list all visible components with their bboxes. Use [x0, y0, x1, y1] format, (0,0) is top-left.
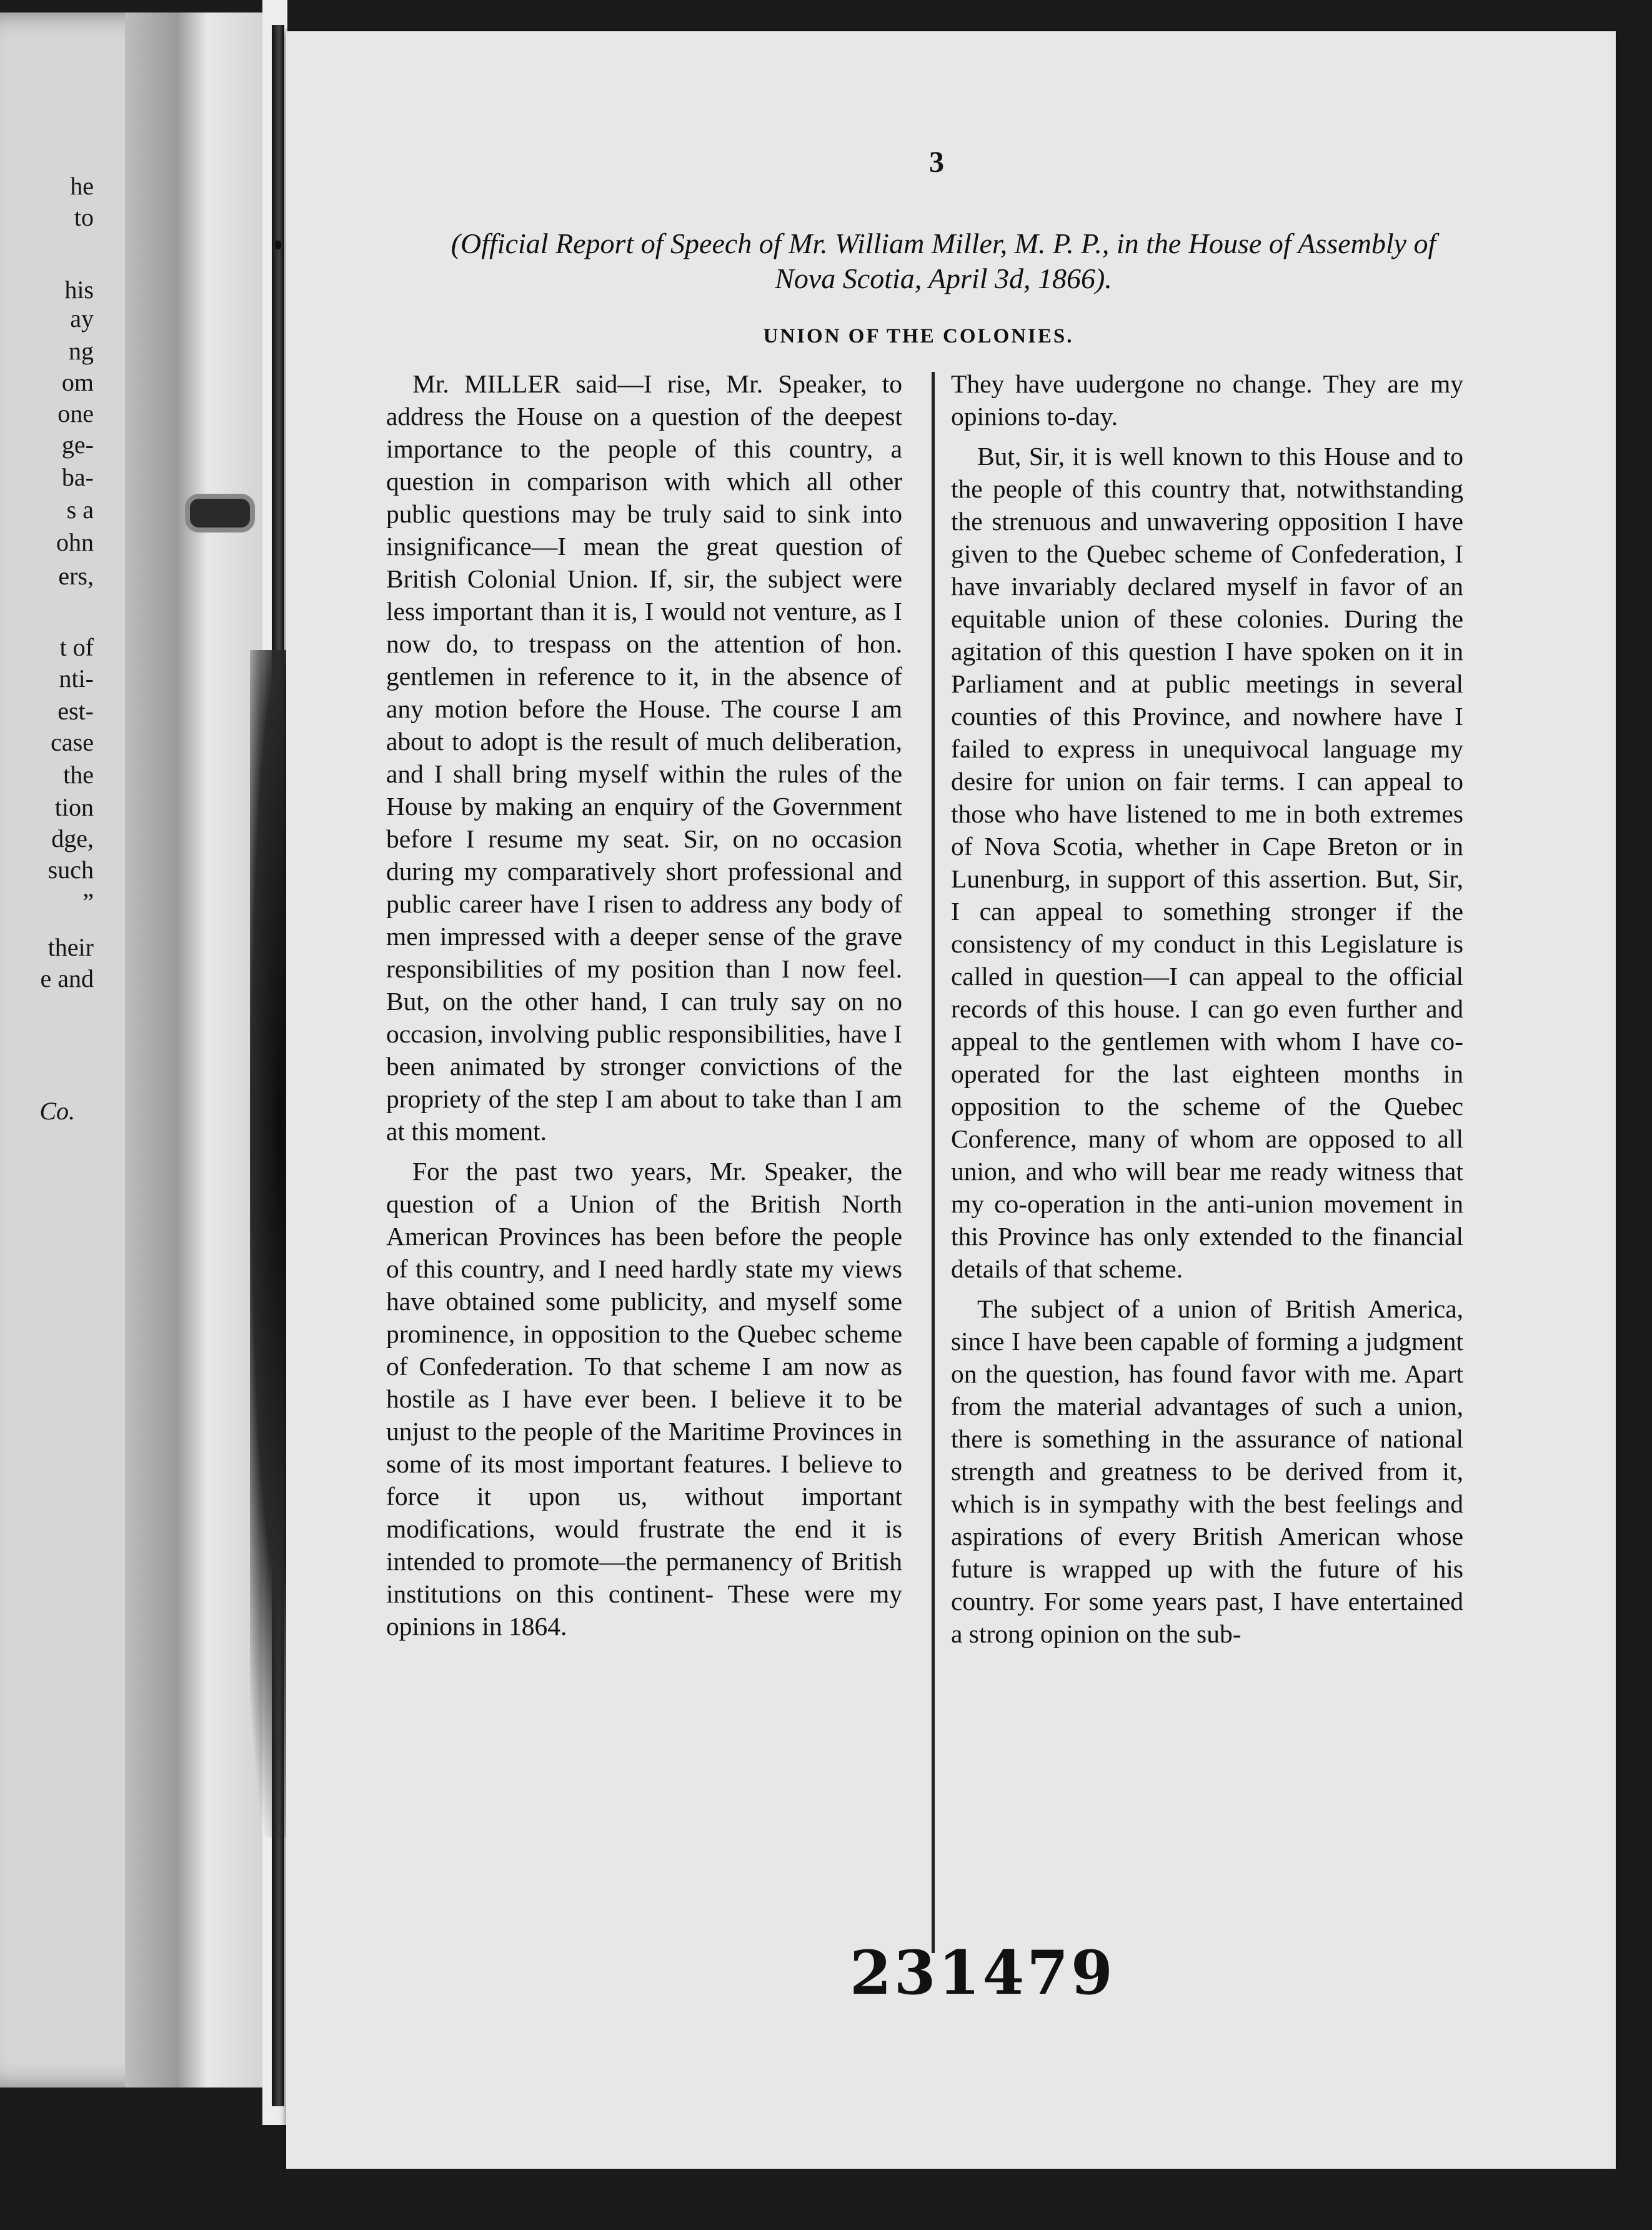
- scan-border: [0, 2169, 1652, 2230]
- left-text-fragment: ohn: [56, 528, 94, 556]
- left-text-fragment: ba-: [61, 463, 94, 491]
- left-text-fragment: such: [47, 856, 94, 884]
- staple-icon: [185, 494, 255, 532]
- left-text-fragment: his: [64, 276, 94, 304]
- left-text-fragment: ng: [69, 337, 94, 365]
- left-text-fragment: dge,: [51, 824, 94, 852]
- left-text-fragment: one: [57, 399, 94, 428]
- paragraph: But, Sir, it is well known to this House and to the people of this country that, notwithstanding the strenuous and unwavering opposition I have given to the Quebec scheme of Confederation, I have invariably declared myself in favor of an equitable union of these colonies. During the agitation of this question I have spoken on it in Parliament and at public meetings in several counties of this Province, and nowhere have I failed to express in unequivocal language my desire for union on fair terms. I can appeal to those who have listened to me in both extremes of Nova Scotia, whether in Cape Breton or in Lunenburg, in support of this assertion. But, Sir, I can appeal to something stronger if the consistency of my conduct in this Legislature is called in question—I can appeal to the official records of this house. I can go even further and appeal to the gentlemen with whom I have co-operated for the last eighteen months in opposition to the scheme of the Quebec Conference, many of whom are opposed to all union, and who will bear me ready witness that my co-operation in the anti-union movement in this Province has only extended to the financial details of that scheme.: [951, 442, 1463, 1283]
- left-text-fragment: case: [51, 728, 94, 756]
- left-text-fragment: to: [74, 203, 94, 231]
- left-text-fragment: s a: [66, 496, 94, 524]
- left-text-fragment: ”: [82, 888, 94, 916]
- left-text-fragment: tion: [54, 793, 94, 821]
- left-text-fragment: est-: [57, 697, 94, 725]
- left-text-fragment: the: [63, 761, 94, 789]
- text-column-right: [951, 368, 1463, 1658]
- column-divider: [932, 372, 935, 1953]
- paragraph: The subject of a union of British America, since I have been capable of forming a judgment on the question, has found favor with me. Apart from the material advantages of such a union, there is something in the assurance of national strength and greatness to be derived from it, which is in sympathy with the best feelings and aspirations of every British American whose future is wrapped up with the future of his country. For some years past, I have entertained a strong opinion on the sub-: [951, 1294, 1463, 1648]
- page-number: 3: [929, 146, 944, 179]
- left-text-fragment: Co.: [39, 1097, 75, 1125]
- paragraph: Mr. MILLER said—I rise, Mr. Speaker, to address the House on a question of the deepest importance to the people of this country, a question in comparison with which all other public questions may be truly said to sink into insignificance—I mean the great question of British Colonial Union. If, sir, the subject were less important than it is, I would not venture, as I now do, to trespass on the attention of hon. gentlemen in reference to it, in the absence of any motion before the House. The course I am about to adopt is the result of much deliberation, and I shall bring myself within the rules of the House by making an enquiry of the Government before I resume my seat. Sir, on no occasion during my comparatively short professional and public career have I risen to address any body of men impressed with a deeper sense of the grave responsibilities of my position than I now feel. But, on the other hand, I can truly say on no occasion, involving public responsibilities, have I been animated by stronger convictions of the propriety of the step I am about to take than I am at this moment.: [386, 369, 902, 1146]
- left-text-fragment: ers,: [58, 562, 94, 590]
- left-text-fragment: ay: [70, 304, 94, 332]
- left-text-fragment: ge-: [61, 431, 94, 459]
- paragraph: For the past two years, Mr. Speaker, the question of a Union of the British North American Provinces has been before the people of this country, and I need hardly state my views have obtained some publicity, and myself some prominence, in opposition to the Quebec scheme of Confederation. To that scheme I am now as hostile as I have ever been. I believe it to be unjust to the people of the Maritime Provinces in some of its most important features. I believe to force it upon us, without important modifications, would frustrate the end it is intended to promote—the permanency of British institutions on this continent- These were my opinions in 1864.: [386, 1157, 902, 1641]
- left-text-fragment: he: [70, 172, 94, 200]
- stamp-number: 231479: [850, 1938, 1115, 2008]
- margin-dot: [275, 241, 281, 249]
- text-column-left: [386, 368, 902, 1650]
- left-text-fragment: t of: [59, 633, 94, 661]
- left-text-fragment: their: [47, 933, 94, 961]
- left-text-fragment: om: [61, 368, 94, 396]
- left-text-fragment: nti-: [59, 664, 94, 692]
- report-title: (Official Report of Speech of Mr. William Miller, M. P. P., in the House of Assembly of Nova Scotia, April 3d, 1866).: [450, 228, 1436, 294]
- section-title: UNION OF THE COLONIES.: [763, 325, 1074, 348]
- left-text-fragment: e and: [40, 964, 94, 992]
- paragraph-continuation: They have uudergone no change. They are my opinions to-day.: [951, 369, 1463, 431]
